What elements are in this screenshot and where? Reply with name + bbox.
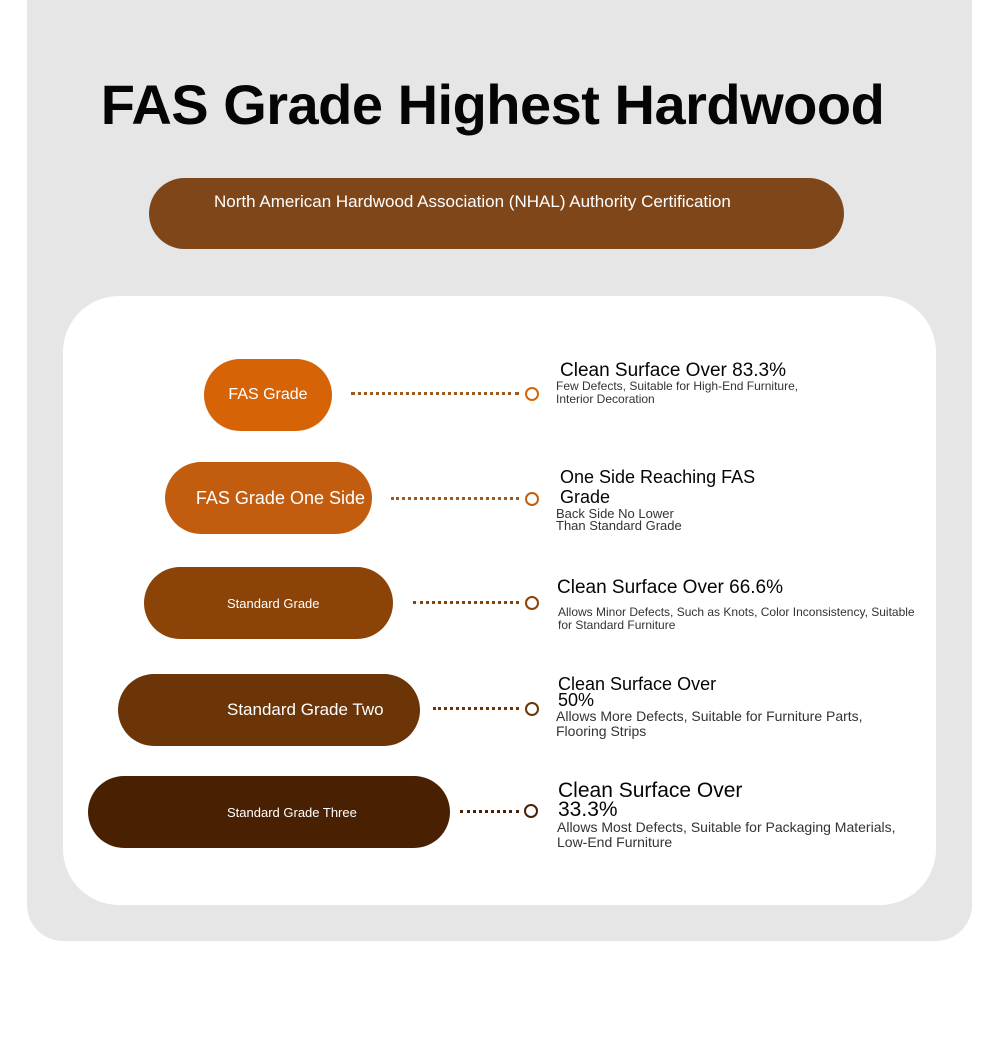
page-title: FAS Grade Highest Hardwood xyxy=(100,73,885,136)
connector-node-icon xyxy=(525,387,539,401)
grade-description xyxy=(557,781,917,850)
connector-line xyxy=(413,601,519,604)
grade-pill-standard-three xyxy=(88,776,450,848)
grade-pill-fas xyxy=(204,359,332,431)
grade-description xyxy=(556,467,776,532)
connector-node-icon xyxy=(524,804,538,818)
grade-label: FAS Grade xyxy=(228,386,308,403)
grade-detail: Back Side No Lower Than Standard Grade xyxy=(556,506,682,533)
grade-heading: Clean Surface Over 33.3% xyxy=(558,779,743,821)
grade-detail: Few Defects, Suitable for High-End Furniture, Interior Decoration xyxy=(556,379,799,406)
grade-label: Standard Grade Two xyxy=(227,700,384,719)
connector-node-icon xyxy=(525,702,539,716)
connector-line xyxy=(460,810,519,813)
connector-line xyxy=(433,707,519,710)
grade-pill-fas-one-side xyxy=(165,462,372,534)
grade-description xyxy=(557,578,922,632)
connector-node-icon xyxy=(525,492,539,506)
grade-pill-standard-two xyxy=(118,674,420,746)
certification-badge: North American Hardwood Association (NHAL) Authority Certification xyxy=(149,178,844,249)
connector-line xyxy=(391,497,519,500)
grade-label: FAS Grade One Side xyxy=(195,487,365,508)
grade-detail: Allows Most Defects, Suitable for Packaging Materials, Low-End Furniture xyxy=(557,819,896,850)
grade-description xyxy=(556,361,816,406)
grade-heading: Clean Surface Over 83.3% xyxy=(560,360,787,381)
grade-heading: One Side Reaching FAS Grade xyxy=(560,467,756,507)
grade-detail: Allows Minor Defects, Such as Knots, Color Inconsistency, Suitable for Standard Furniture xyxy=(558,605,915,632)
grade-label: Standard Grade xyxy=(227,595,320,611)
grade-description xyxy=(556,676,886,739)
grade-heading: Clean Surface Over 50% xyxy=(558,674,717,710)
grade-heading: Clean Surface Over 66.6% xyxy=(557,577,784,598)
grade-detail: Allows More Defects, Suitable for Furniture Parts, Flooring Strips xyxy=(556,708,863,739)
connector-node-icon xyxy=(525,596,539,610)
connector-line xyxy=(351,392,519,395)
grade-pill-standard xyxy=(144,567,393,639)
grade-label: Standard Grade Three xyxy=(227,804,357,820)
